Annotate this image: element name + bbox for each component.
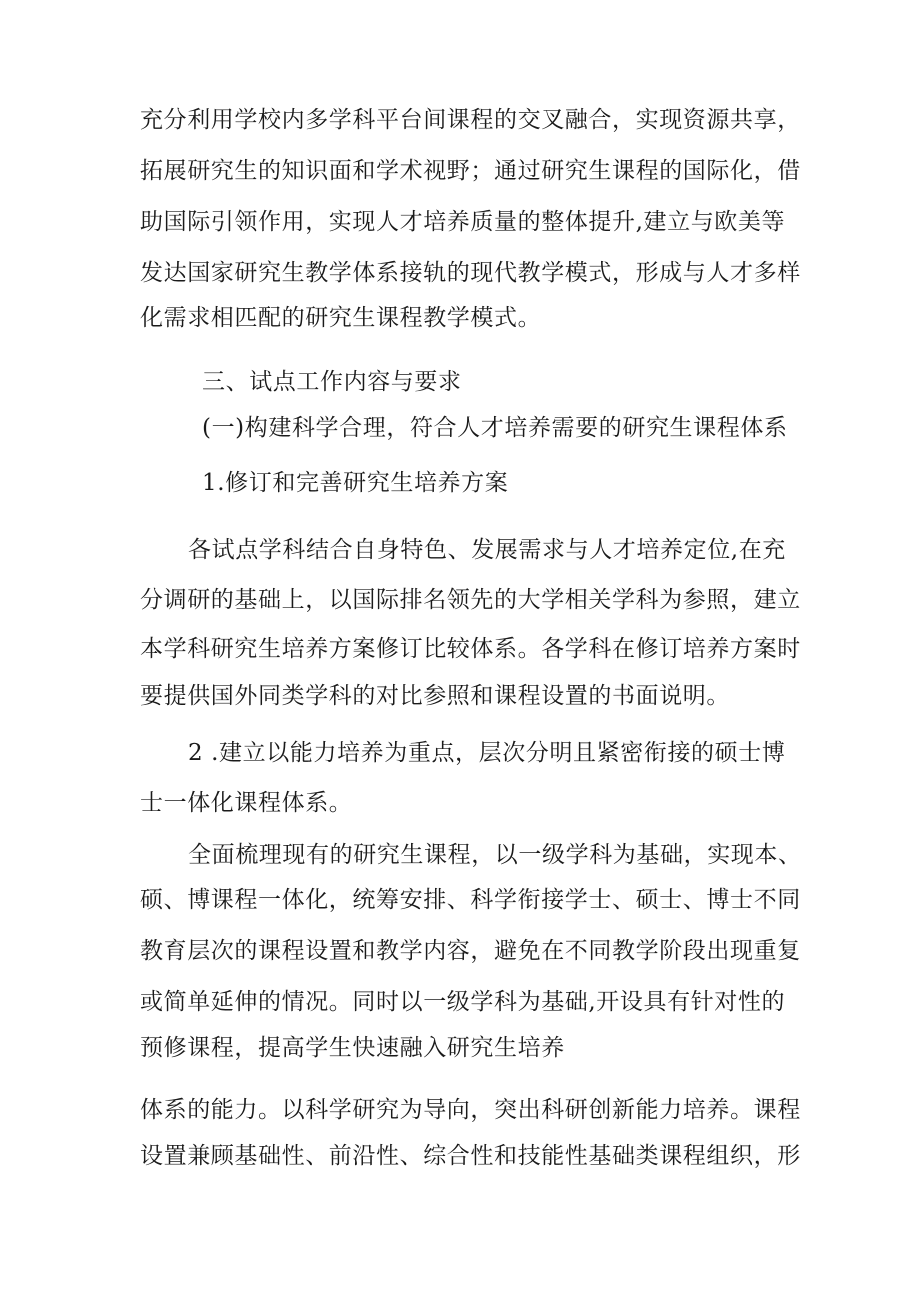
- paragraph-4-line-2: 设置兼顾基础性、前沿性、综合性和技能性基础类课程组织，形: [140, 1143, 801, 1169]
- paragraph-1-line-1: 充分利用学校内多学科平台间课程的交叉融合，实现资源共享，: [140, 107, 801, 133]
- paragraph-3-line-1: 全面梳理现有的研究生课程，以一级学科为基础，实现本、: [188, 842, 802, 868]
- section-heading: 三、试点工作内容与要求: [202, 369, 462, 395]
- paragraph-3-line-5: 预修课程，提高学生快速融入研究生培养: [140, 1035, 565, 1061]
- paragraph-3-line-3: 教育层次的课程设置和教学内容，避免在不同教学阶段出现重复: [140, 938, 801, 964]
- item-2-heading-line-1: 2 .建立以能力培养为重点，层次分明且紧密衔接的硕士博: [188, 740, 786, 766]
- paragraph-1-line-2: 拓展研究生的知识面和学术视野；通过研究生课程的国际化，借: [140, 158, 801, 184]
- paragraph-4-line-1: 体系的能力。以科学研究为导向，突出科研创新能力培养。课程: [140, 1097, 801, 1123]
- paragraph-1-line-4: 发达国家研究生教学体系接轨的现代教学模式，形成与人才多样: [140, 260, 801, 286]
- item-2-heading-line-2: 士一体化课程体系。: [140, 790, 353, 816]
- paragraph-2-line-1: 各试点学科结合自身特色、发展需求与人才培养定位,在充: [188, 537, 786, 563]
- paragraph-3-line-4: 或简单延伸的情况。同时以一级学科为基础,开设具有针对性的: [140, 989, 786, 1015]
- subsection-heading: (一)构建科学合理，符合人才培养需要的研究生课程体系: [202, 415, 788, 441]
- paragraph-3-line-2: 硕、博课程一体化，统筹安排、科学衔接学士、硕士、博士不同: [140, 887, 801, 913]
- paragraph-1-line-5: 化需求相匹配的研究生课程教学模式。: [140, 305, 542, 331]
- paragraph-2-line-4: 要提供国外同类学科的对比参照和课程设置的书面说明。: [140, 683, 730, 709]
- paragraph-1-line-3: 助国际引领作用，实现人才培养质量的整体提升,建立与欧美等: [140, 209, 786, 235]
- paragraph-2-line-2: 分调研的基础上，以国际排名领先的大学相关学科为参照，建立: [140, 587, 801, 613]
- paragraph-2-line-3: 本学科研究生培养方案修订比较体系。各学科在修订培养方案时: [140, 636, 801, 662]
- item-1-heading: 1.修订和完善研究生培养方案: [202, 470, 509, 496]
